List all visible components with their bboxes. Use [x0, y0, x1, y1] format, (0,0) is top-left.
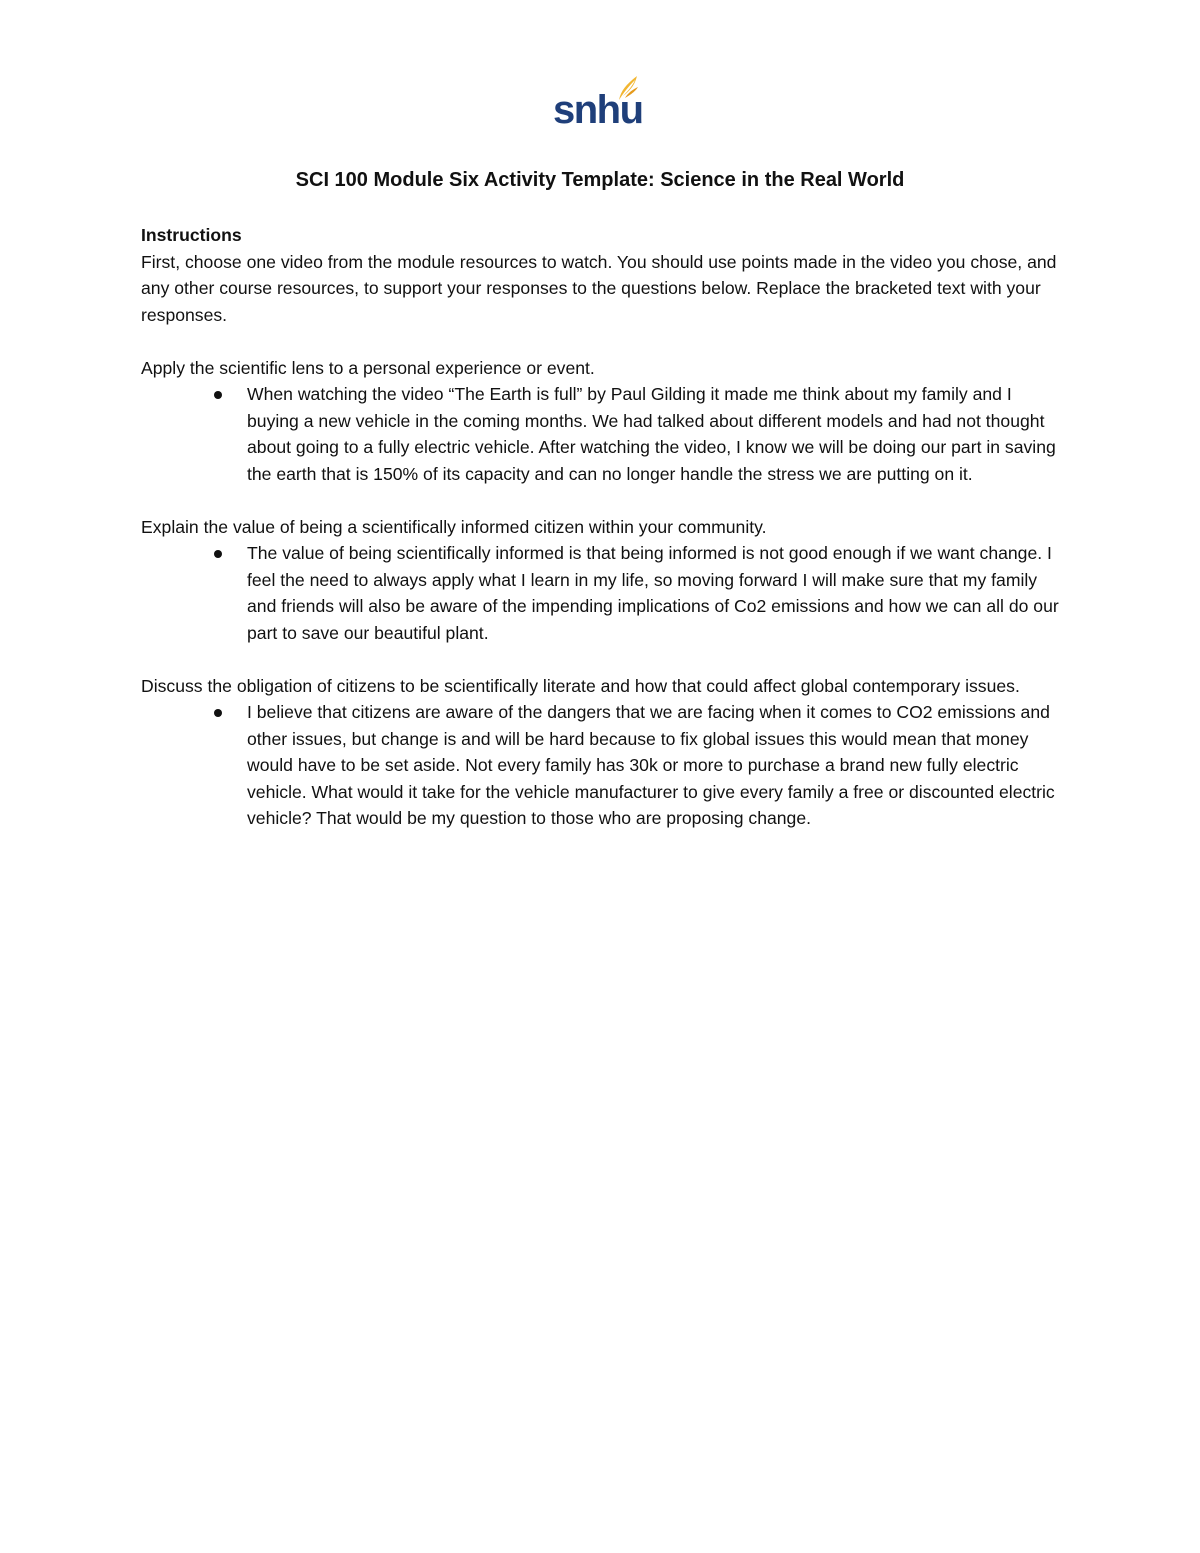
section-prompt-2: Explain the value of being a scientifically informed citizen within your community.	[141, 516, 767, 537]
spacer	[141, 646, 1061, 673]
section-prompt-1: Apply the scientific lens to a personal experience or event.	[141, 357, 595, 378]
bullet-icon	[214, 709, 222, 717]
answer-text-1: When watching the video “The Earth is full” by Paul Gilding it made me think about my family and I buying a new vehicle in the coming months. We had talked about different models and had not thought about going to a fully electric vehicle. After watching the video, I know we will be doing our part in saving the earth that is 150% of its capacity and can no longer handle the stress we are putting on it.	[247, 384, 1056, 484]
document-title: SCI 100 Module Six Activity Template: Science in the Real World	[295, 169, 905, 191]
answer-text-3: I believe that citizens are aware of the dangers that we are facing when it comes to CO2 emissions and other issues, but change is and will be hard because to fix global issues this would mean that money would have to be set aside. Not every family has 30k or more to purchase a brand new fully electric vehicle. What would it take for the vehicle manufacturer to give every family a free or discounted electric vehicle? That would be my question to those who are proposing change.	[247, 702, 1055, 828]
logo-wordmark: snhu	[553, 88, 643, 132]
instructions-text: First, choose one video from the module resources to watch. You should use points made in the video you chose, and any other course resources, to support your responses to the questions below. Replace the bracketed text with your responses.	[141, 251, 1057, 325]
answer-list-2	[141, 540, 1061, 646]
snhu-logo	[553, 74, 643, 132]
spacer	[141, 487, 1061, 514]
section-prompt-3: Discuss the obligation of citizens to be scientifically literate and how that could affect global contemporary issues.	[141, 675, 1020, 696]
answer-item-3	[247, 699, 1061, 832]
bullet-icon	[214, 550, 222, 558]
bullet-icon	[214, 391, 222, 399]
instructions-heading: Instructions	[141, 225, 242, 245]
answer-list-1	[141, 381, 1061, 487]
answer-text-2: The value of being scientifically informed is that being informed is not good enough if we want change. I feel the need to always apply what I learn in my life, so moving forward I will make sure that my family and friends will also be aware of the impending implications of Co2 emissions and how we can all do our part to save our beautiful plant.	[247, 543, 1059, 643]
document-body	[141, 222, 1061, 832]
spacer	[141, 328, 1061, 355]
answer-item-2	[247, 540, 1061, 646]
answer-list-3	[141, 699, 1061, 832]
answer-item-1	[247, 381, 1061, 487]
